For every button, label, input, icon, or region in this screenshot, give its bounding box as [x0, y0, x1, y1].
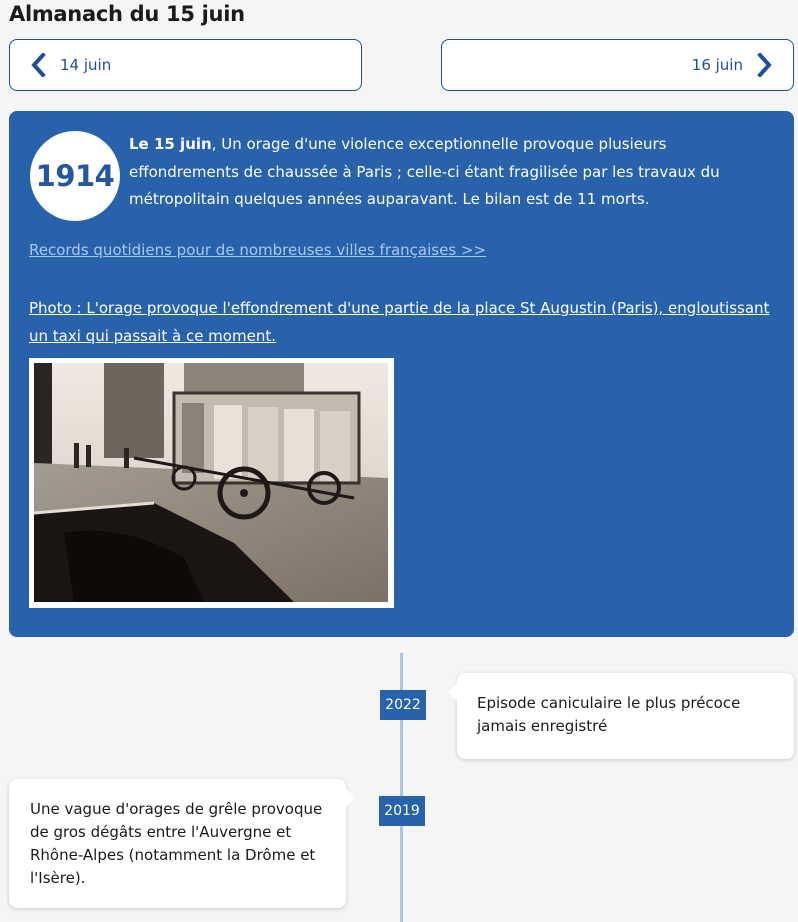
next-day-label: 16 juin: [691, 56, 743, 74]
historical-photo: [29, 358, 394, 608]
chevron-right-icon: [757, 53, 773, 77]
timeline-event-card: [9, 779, 346, 908]
timeline-event-text: Une vague d'orages de grêle provoque de gros dégâts entre l'Auvergne et Rhône-Alpes (notamment la Drôme et l'Isère).: [30, 800, 323, 887]
timeline-event-card: [457, 673, 794, 759]
chevron-left-icon: [30, 53, 46, 77]
featured-event-description: , Un orage d'une violence exceptionnelle provoque plusieurs effondrements de chaussée à Paris ; celle-ci étant fragilisée par les travaux du métropolitain quelques années auparavant. Le bilan est de 11 morts.: [129, 135, 720, 208]
timeline-year-badge: 2019: [379, 796, 425, 826]
timeline-event-text: Episode caniculaire le plus précoce jamais enregistré: [477, 694, 741, 735]
timeline-year-badge: 2022: [380, 690, 426, 720]
prev-day-label: 14 juin: [60, 56, 112, 74]
photo-caption-link[interactable]: Photo : L'orage provoque l'effondrement d'une partie de la place St Augustin (Paris), engloutissant un taxi qui passait à ce moment.: [29, 299, 770, 345]
prev-day-button[interactable]: [9, 39, 362, 91]
page-title: Almanach du 15 juin: [9, 2, 245, 26]
featured-event-card: [9, 111, 794, 637]
featured-year-circle: 1914: [30, 131, 120, 221]
daily-records-link[interactable]: Records quotidiens pour de nombreuses villes françaises >>: [29, 241, 487, 259]
featured-event-text: [129, 131, 779, 214]
featured-event-date: Le 15 juin: [129, 135, 212, 153]
next-day-button[interactable]: [441, 39, 794, 91]
